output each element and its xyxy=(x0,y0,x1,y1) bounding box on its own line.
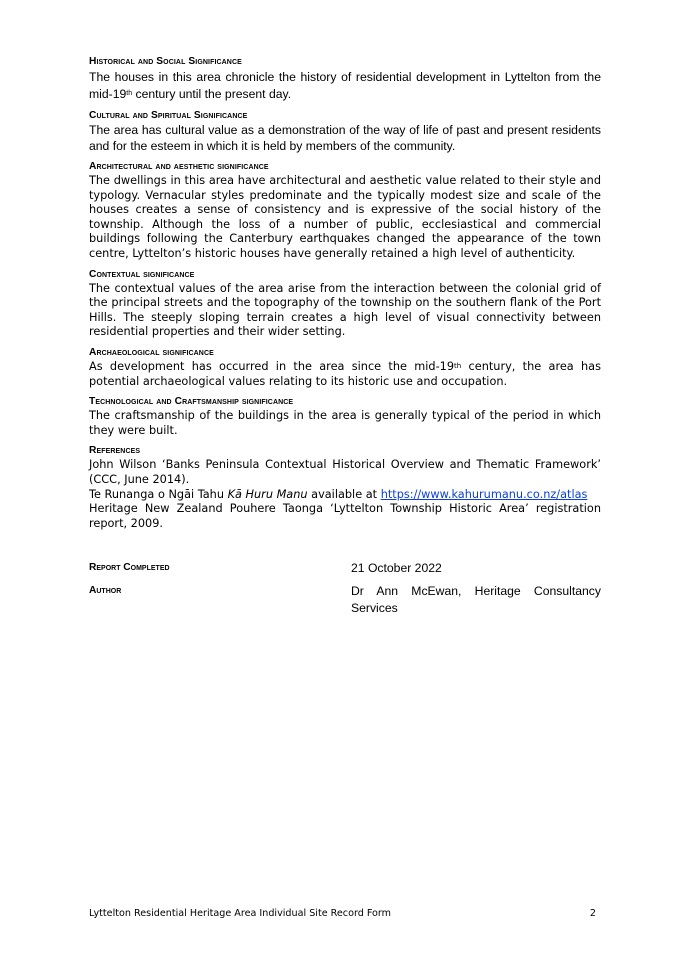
para-archaeological: As development has occurred in the area since the mid-19th century, the area has potential archaeological values relating to its historic use and occupation. xyxy=(89,359,601,388)
para-cultural-spiritual: The area has cultural value as a demonstration of the way of life of past and present residents and for the esteem in which it is held by members of the community. xyxy=(89,123,601,153)
heading-technological-craftsmanship: Technological and Craftsmanship significance xyxy=(89,396,294,408)
reference-kahurumanu: Te Runanga o Ngāi Tahu Kā Huru Manu available at https://www.kahurumanu.co.nz/atlas xyxy=(89,487,588,501)
page-footer xyxy=(89,908,596,919)
report-completed-label: Report Completed xyxy=(89,562,170,573)
heading-archaeological: Archaeological significance xyxy=(89,346,214,358)
report-completed-value: 21 October 2022 xyxy=(351,561,442,575)
references-section xyxy=(89,445,601,531)
kahurumanu-link[interactable]: https://www.kahurumanu.co.nz/atlas xyxy=(380,487,588,501)
para-historical-social: The houses in this area chronicle the history of residential development in Lyttelton from the mid-19th century until the present day. xyxy=(89,70,601,101)
report-completed-row xyxy=(89,560,601,577)
para-technological-craftsmanship: The craftsmanship of the buildings in the area is generally typical of the period in which they were built. xyxy=(89,409,601,437)
page-number: 2 xyxy=(589,908,596,919)
document-body xyxy=(89,56,601,531)
reference-wilson: John Wilson ‘Banks Peninsula Contextual Historical Overview and Thematic Framework’ (CCC, June 2014). xyxy=(89,458,601,486)
para-architectural-aesthetic: The dwellings in this area have architectural and aesthetic value related to their style and typology. Vernacular styles predominate and the typically modest size and scale of the houses creates a sense of consistency and is expressive of the social history of the township. Although the loss of a number of public, ecclesiastical and commercial buildings following the Canterbury earthquakes changed the appearance of the town centre, Lyttelton’s historic houses have generally retained a high level of authenticity. xyxy=(89,174,601,260)
author-row xyxy=(89,583,601,617)
footer-title: Lyttelton Residential Heritage Area Individual Site Record Form xyxy=(89,908,392,919)
heading-references: References xyxy=(89,445,141,457)
heading-historical-social: Historical and Social Significance xyxy=(89,56,242,67)
heading-architectural-aesthetic: Architectural and aesthetic significance xyxy=(89,161,269,172)
heading-contextual: Contextual significance xyxy=(89,268,195,280)
para-contextual: The contextual values of the area arise from the interaction between the colonial grid of the principal streets and the topography of the township on the southern flank of the Port Hills. The steeply sloping terrain creates a high level of visual connectivity between residential properties and their wider setting. xyxy=(89,281,601,339)
author-label: Author xyxy=(89,585,122,596)
author-value: Dr Ann McEwan, Heritage Consultancy Services xyxy=(351,584,601,615)
reference-heritage-nz: Heritage New Zealand Pouhere Taonga ‘Lyttelton Township Historic Area’ registration report, 2009. xyxy=(89,502,601,530)
heading-cultural-spiritual: Cultural and Spiritual Significance xyxy=(89,110,248,121)
